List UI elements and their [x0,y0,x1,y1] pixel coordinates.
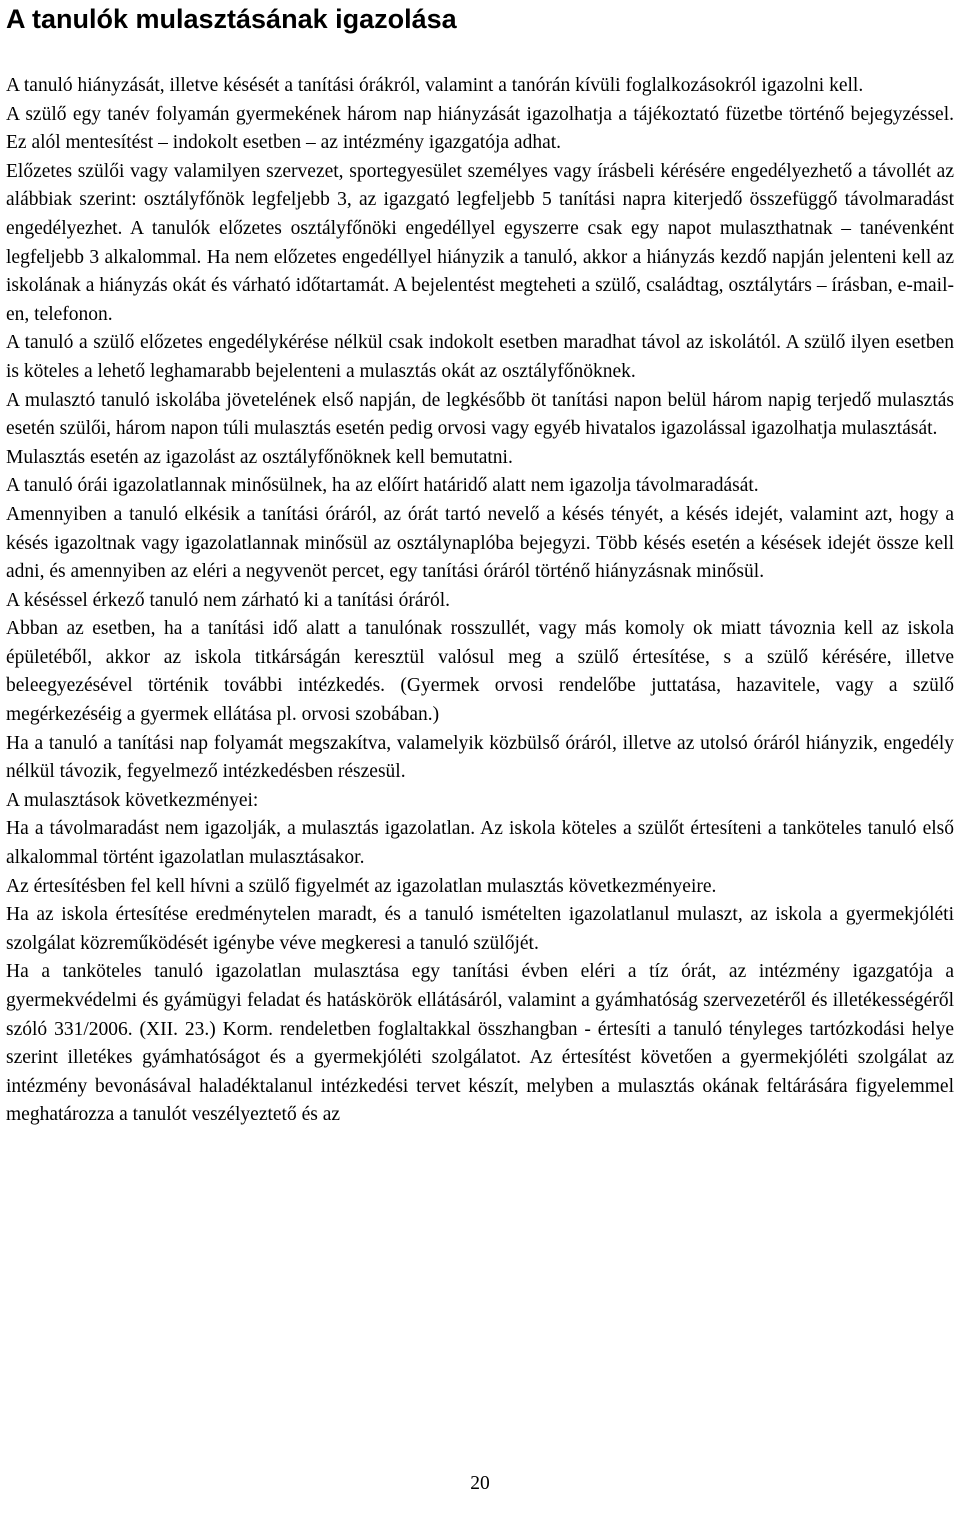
paragraph: Ha a tanuló a tanítási nap folyamát megszakítva, valamelyik közbülső óráról, illetve az utolsó óráról hiányzik, engedély nélkül távozik, fegyelmező intézkedésben részesül. [6,732,954,783]
section-heading: A mulasztások következményei: [6,789,259,811]
paragraph: Ha a távolmaradást nem igazolják, a mulasztás igazolatlan. Az iskola köteles a szülőt értesíteni a tanköteles tanuló első alkalommal történt igazolatlan mulasztásakor. [6,818,954,869]
paragraph: A szülő egy tanév folyamán gyermekének három nap hiányzását igazolhatja a tájékoztató füzetbe történő bejegyzéssel. Ez alól mentesítést – indokolt esetben – az intézmény igazgatója adhat. [6,103,954,154]
paragraph: Ha az iskola értesítése eredménytelen maradt, és a tanuló ismételten igazolatlanul mulaszt, az iskola a gyermekjóléti szolgálat közreműködését igénybe véve megkeresi a tanuló szülőjét. [6,904,954,954]
paragraph: Az értesítésben fel kell hívni a szülő figyelmét az igazolatlan mulasztás következményeire. [6,875,717,897]
page-number: 20 [470,1473,490,1494]
paragraph: Abban az esetben, ha a tanítási idő alatt a tanulónak rosszullét, vagy más komoly ok miatt távoznia kell az iskola épületéből, akkor az iskola titkárságán keresztül valósul meg a szülő értesítése, s a szülő kérésére, illetve beleegyezésével történik további intézkedés. (Gyermek orvosi rendelőbe juttatása, hazavitele, vagy a szülő megérkezéséig a gyermek ellátása pl. orvosi szobában.) [6,618,954,726]
document-body [6,72,954,1130]
page-title: A tanulók mulasztásának igazolása [6,4,457,34]
paragraph: Amennyiben a tanuló elkésik a tanítási óráról, az órát tartó nevelő a késés tényét, a késés idejét, valamint azt, hogy a késés igazoltnak vagy igazolatlannak minősül az osztálynaplóba bejegyzi. Több késés esetén a késések idejét össze kell adni, és amennyiben az eléri a negyvenöt percet, egy tanítási óráról történő hiányzásnak minősül. [6,503,954,583]
paragraph: A késéssel érkező tanuló nem zárható ki a tanítási óráról. [6,589,451,611]
paragraph: A tanuló órái igazolatlannak minősülnek, ha az előírt határidő alatt nem igazolja távolmaradását. [6,475,759,497]
paragraph: Mulasztás esetén az igazolást az osztályfőnöknek kell bemutatni. [6,446,513,468]
paragraph: A tanuló hiányzását, illetve késését a tanítási órákról, valamint a tanórán kívüli foglalkozásokról igazolni kell. [6,75,864,96]
paragraph: A mulasztó tanuló iskolába jövetelének első napján, de legkésőbb öt tanítási napon belül három napig terjedő mulasztás esetén szülői, három napon túli mulasztás esetén pedig orvosi vagy egyéb hivatalos igazolással igazolhatja mulasztását. [6,389,954,440]
paragraph: Ha a tanköteles tanuló igazolatlan mulasztása egy tanítási évben eléri a tíz órát, az intézmény igazgatója a gyermekvédelmi és gyámügyi feladat és hatáskörök ellátásáról, valamint a gyámhatóság szervezetéről és illetékességéről szóló 331/2006. (XII. 23.) Korm. rendeletben foglaltakkal összhangban - értesíti a tanuló tényleges tartózkodási helye szerint illetékes gyámhatóságot és a gyermekjóléti szolgálatot. Az értesítést követően a gyermekjóléti szolgálat az intézmény bevonásával haladéktalanul intézkedési tervet készít, melyben a mulasztás okának feltárására figyelemmel meghatározza a tanulót veszélyeztető és az [6,961,954,1126]
paragraph: A tanuló a szülő előzetes engedélykérése nélkül csak indokolt esetben maradhat távol az iskolától. A szülő ilyen esetben is köteles a lehető leghamarabb bejelenteni a mulasztás okát az osztályfőnöknek. [6,332,954,382]
paragraph: Előzetes szülői vagy valamilyen szervezet, sportegyesület személyes vagy írásbeli kérésére engedélyezhető a távollét az alábbiak szerint: osztályfőnök legfeljebb 3, az igazgató legfeljebb 5 tanítási napra kiterjedő összefüggő távolmaradást engedélyezhet. A tanulók előzetes osztályfőnöki engedéllyel egyszerre csak egy napot mulaszthatnak – tanévenként legfeljebb 3 alkalommal. Ha nem előzetes engedéllyel hiányzik a tanuló, akkor a hiányzás kezdő napján jelenteni kell az iskolának a hiányzás okát és várható időtartamát. A bejelentést megteheti a szülő, családtag, osztálytárs – írásban, e-mail-en, telefonon. [6,160,954,325]
